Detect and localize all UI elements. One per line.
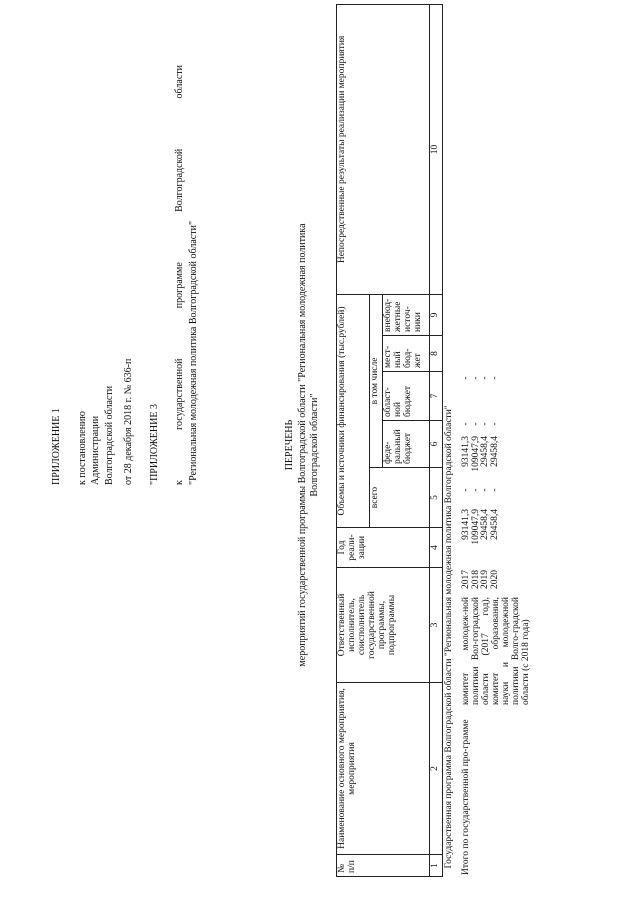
value-local: -	[480, 422, 491, 426]
value-extrabudget: -	[461, 376, 471, 380]
column-number: 7	[430, 372, 443, 421]
column-number: 8	[430, 336, 443, 372]
value-local: -	[489, 422, 500, 426]
header-regional: област-ной бюджет	[383, 372, 430, 421]
row-federal	[462, 483, 500, 497]
column-number: 10	[430, 4, 443, 294]
row-extrabudget	[462, 371, 500, 385]
title-line: мероприятий государственной программы Волгоградской области "Региональная молодежная политика	[296, 223, 308, 667]
value-extrabudget: -	[470, 376, 481, 380]
column-number: 5	[430, 468, 443, 528]
header-year: Год реали-зации	[337, 528, 430, 568]
header-extrabudget: внебюд-жетные источ-ники	[383, 294, 430, 335]
document-title	[284, 145, 322, 745]
value-federal: -	[489, 488, 500, 492]
column-number: 4	[430, 528, 443, 568]
column-number: 3	[430, 568, 443, 683]
column-number: 9	[430, 294, 443, 335]
column-number: 6	[430, 421, 443, 468]
column-number: 2	[430, 683, 443, 855]
column-number: 1	[430, 855, 443, 877]
header-number: № п/п	[337, 855, 430, 877]
header-executor: Ответственный исполнитель, соисполнитель государственной программы, подпрограммы	[337, 568, 430, 683]
appendix-1-line: Администрации	[90, 415, 101, 485]
value-federal: -	[461, 488, 471, 492]
row-local	[462, 417, 500, 431]
row-executor: комитет молодеж-ной политики Вол-гоградской области (2017 год), комитет образования, науки и молодежной политики Волго-градской области (с 2018 года)	[461, 597, 531, 705]
appendix-1-date: от 28 декабря 2018 г. № 636-п	[123, 358, 134, 485]
value-federal: -	[470, 488, 481, 492]
row-measure-name: Итого по государственной про-грамме	[461, 719, 471, 875]
header-local: мест-ный бюд-жет	[383, 336, 430, 372]
value-extrabudget: -	[480, 376, 491, 380]
title-line: Волгоградской области"	[309, 393, 320, 497]
appendix-1-line: Волгоградской области	[103, 385, 115, 485]
header-measure-name: Наименование основного мероприятия, мероприятия	[337, 683, 430, 855]
header-funding: Объемы и источники финансирования (тыс.рублей)	[337, 294, 370, 527]
table-row	[461, 436, 572, 875]
row-total	[462, 509, 500, 553]
appendix-3-title: "ПРИЛОЖЕНИЕ 3	[148, 404, 160, 485]
title-heading: ПЕРЕЧЕНЬ	[284, 419, 295, 471]
value-regional: 29458,4	[480, 436, 491, 467]
row-regional	[462, 436, 500, 480]
year: 2019	[480, 570, 491, 589]
year: 2017	[461, 570, 471, 589]
section-title: Государственная программа Волгоградской области "Региональная молодежная политика Волгоградской области"	[442, 4, 461, 876]
value-total: 93141,3	[461, 509, 471, 540]
header-including: в том числе	[370, 294, 383, 467]
appendix-1-title: ПРИЛОЖЕНИЕ 1	[51, 408, 62, 485]
appendix-1-line: к постановлению	[76, 411, 88, 485]
value-regional: 29458,4	[489, 436, 500, 467]
appendix-3-line: "Региональная молодежная политика Волгоградской области"	[187, 220, 199, 485]
year: 2018	[470, 570, 481, 589]
value-total: 29458,4	[480, 509, 491, 540]
value-regional: 93141,3	[461, 436, 471, 467]
year: 2020	[489, 570, 500, 589]
value-federal: -	[480, 488, 491, 492]
header-total: всего	[370, 468, 430, 528]
measures-table	[336, 4, 461, 877]
header-federal: феде-ральный бюджет	[383, 421, 430, 468]
value-regional: 109047,9	[470, 436, 481, 472]
value-total: 29458,4	[489, 509, 500, 540]
value-local: -	[461, 422, 471, 426]
appendix-header	[50, 65, 200, 485]
header-results: Непосредственные результаты реализации мероприятия	[337, 4, 430, 294]
appendix-3-line: к государственной программе Волгоградской области	[174, 65, 185, 485]
value-total: 109047,9	[470, 509, 481, 545]
row-years	[462, 559, 500, 589]
value-local: -	[470, 422, 481, 426]
value-extrabudget: -	[489, 376, 500, 380]
